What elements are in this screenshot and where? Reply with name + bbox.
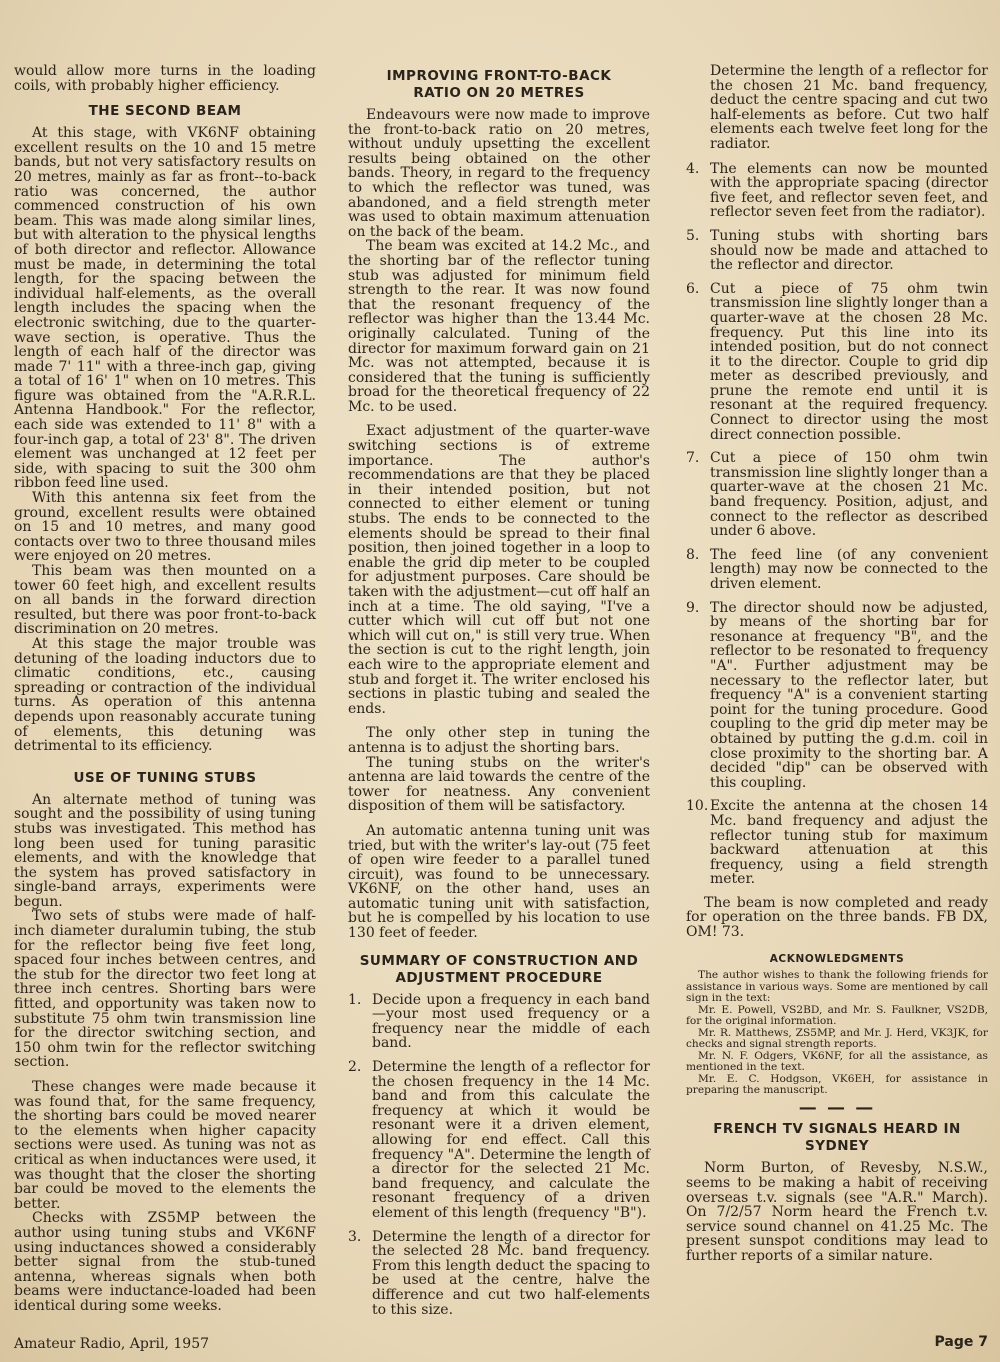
paragraph: An automatic antenna tuning unit was tried, but with the writer's lay-out (75 feet of open wire feeder to a parallel tuned circuit), was found to be unnecessary. VK6NF, on the other hand, uses an automatic tuning unit with satisfaction, but he is compelled by his location to use 130 feet of feeder. [348,822,650,942]
ack-line: Mr. E. C. Hodgson, VK6EH, for assistance in preparing the manuscript. [686,1072,988,1097]
paragraph: At this stage the major trouble was detuning of the loading inductors due to climatic conditions, etc., causing spreading or contraction of the individual turns. As operation of this antenna depends upon reasonably accurate tuning of elements, this detuning was detrimental to its efficiency. [14,635,316,755]
section-divider: — — — [798,1096,876,1118]
paragraph: Checks with ZS5MP between the author using tuning stubs and VK6NF using inductances showed a considerably better signal from the stub-tuned antenna, whereas signals when both beams were inductance-loaded had been identical during some weeks. [14,1210,316,1314]
paragraph: The tuning stubs on the writer's antenna are laid towards the centre of the tower for neatness. Any convenient disposition of them will be satisfactory. [348,754,650,815]
list-item: 7. Cut a piece of 150 ohm twin transmission line slightly longer than a quarter-wave at the chosen 21 Mc. band frequency. Position, adjust, and connect to the reflector as described under 6 above. [686,450,988,540]
heading-second-beam: THE SECOND BEAM [88,103,242,120]
closing-paragraph: The beam is now completed and ready for operation on the three bands. FB DX, OM! 73. [686,894,988,941]
paragraph: The only other step in tuning the antenna is to adjust the shorting bars. [348,725,650,756]
list-item: 9. The director should now be adjusted, by means of the shorting bar for resonance at frequency "B", and the reflector to be resonated to frequency "A". Further adjustment may be necessary to the reflector later, but frequency "A" is a convenient starting point for the tuning procedure. Good coupling to the grid dip meter may be obtained by putting the g.d.m. coil in close proximity to the shorting bar. A decided "dip" can be observed with this coupling. [686,599,988,791]
paragraph: Endeavours were now made to improve the front-to-back ratio on 20 metres, without unduly upsetting the excellent results being obtained on the other bands. Theory, in regard to the frequency to which the reflector was tuned, was abandoned, and a field strength meter was used to obtain maximum attenuation on the back of the beam. [348,107,650,240]
paragraph: Exact adjustment of the quarter-wave switching sections is of extreme importance. The author's recommendations are that they be placed in their intended position, but not connected to either element or tuning stubs. The ends to be connected to the elements should be spread to their final position, then joined together in a loop to enable the grid dip meter to be coupled for adjustment purposes. Care should be taken with the adjustment—cut off half an inch at a time. The old saying, "I've a cutter which will cut off but not one which will cut on," is still very true. When the section is cut to the right length, join each wire to the appropriate element and stub and forget it. The writer enclosed his sections in plastic tubing and sealed the ends. [348,423,650,717]
column-3 [686,64,988,1264]
list-item: 1. Decide upon a frequency in each band—your most used frequency or a frequency near the middle of each band. [348,991,650,1052]
paragraph: At this stage, with VK6NF obtaining excellent results on the 10 and 15 metre bands, but not very satisfactory results on 20 metres, mainly as far as front--to-back ratio was concerned, the author commenced construction of his own beam. This was made along similar lines, but with alteration to the physical lengths of both director and reflector. Allowance must be made, in determining the total length, for the spacing between the individual half-elements, as the overall length includes the spacing when the electronic switching, due to the quarter-wave section, is operative. Thus the length of each half of the director was made 7' 11" with a three-inch gap, giving a total of 16' 1" when on 10 metres. This figure was obtained from the "A.R.R.L. Antenna Handbook." For the reflector, each side was extended to 11' 8" with a four-inch gap, a total of 23' 8". The driven element was unchanged at 12 feet per side, with spacing to suit the 300 ohm ribbon feed line used. [14,125,316,492]
page-number: Page 7 [934,1334,988,1350]
list-item: 6. Cut a piece of 75 ohm twin transmission line slightly longer than a quarter-wave at the chosen 28 Mc. frequency. Put this line into its intended position, but do not connect it to the director. Couple to grid dip meter as described previously, and prune the remote end until it is resonant at the required frequency. Connect to director using the most direct connection possible. [686,280,988,443]
paragraph: Two sets of stubs were made of half-inch diameter duralumin tubing, the stub for the reflector being five feet long, spaced four inches between centres, and the stub for the director two feet long at three inch centres. Shorting bars were fitted, and opportunity was taken now to substitute 75 ohm twin transmission line for the director switching section, and 150 ohm twin for the reflector switching section. [14,908,316,1071]
list-item: 2. Determine the length of a reflector for the chosen frequency in the 14 Mc. band and from this calculate the frequency at which it would be resonant were it a driven element, allowing for end effect. Call this frequency "A". Determine the length of a director for the selected 21 Mc. band frequency, and calculate the resonant frequency of a driven element of this length (frequency "B"). [348,1059,650,1221]
heading-french-tv: FRENCH TV SIGNALS HEARD IN SYDNEY [713,1121,961,1155]
ack-line: Mr. R. Matthews, ZS5MP, and Mr. J. Herd, VK3JK, for checks and signal strength reports. [686,1026,988,1051]
paragraph: This beam was then mounted on a tower 60 feet high, and excellent results on all bands in the forward direction resulted, but there was poor front-to-back discrimination on 20 metres. [14,563,316,638]
footer-publication: Amateur Radio, April, 1957 [14,1336,210,1352]
continued-step-3: Determine the length of a reflector for the chosen 21 Mc. band frequency, deduct the centre spacing and cut two half-elements as before. Cut two half elements each twelve feet long for the radiator. [710,63,988,152]
heading-summary: SUMMARY OF CONSTRUCTION AND ADJUSTMENT PROCEDURE [359,952,639,986]
ack-line: Mr. E. Powell, VS2BD, and Mr. S. Faulkner, VS2DB, for the original information. [686,1003,988,1028]
paragraph: These changes were made because it was found that, for the same frequency, the shorting bars could be moved nearer to the elements when higher capacity sections were used. As tuning was not as critical as when inductances were used, it was thought that the closer the shorting bar could be moved to the elements the better. [14,1079,316,1212]
column-2 [348,64,650,1326]
paragraph: The beam was excited at 14.2 Mc., and the shorting bar of the reflector tuning stub was adjusted for minimum field strength to the rear. It was now found that the resonant frequency of the reflector was higher than the 13.44 Mc. originally calculated. Tuning of the director for maximum forward gain on 21 Mc. was not attempted, because it is considered that the tuning is sufficiently broad for the theoretical frequency of 22 Mc. to be used. [348,238,650,415]
list-item: 4. The elements can now be mounted with the appropriate spacing (director five feet, and reflector seven feet, and reflector seven feet from the radiator). [686,160,988,221]
list-item: 10. Excite the antenna at the chosen 14 Mc. band frequency and adjust the reflector tuning stub for maximum backward attenuation at this frequency, using a field strength meter. [686,798,988,888]
acknowledgments-heading: ACKNOWLEDGMENTS [769,952,905,965]
heading-tuning-stubs: USE OF TUNING STUBS [73,769,257,786]
column-1 [14,64,316,1314]
list-item: 8. The feed line (of any convenient length) may now be connected to the driven element. [686,546,988,592]
procedure-list-part1 [348,993,650,1317]
paragraph: An alternate method of tuning was sought and the possibility of using tuning stubs was investigated. This method has long been used for tuning parasitic elements, and with the knowledge that the system has proved satisfactory in single-band arrays, experiments were begun. [14,791,316,910]
heading-front-to-back: IMPROVING FRONT-TO-BACK RATIO ON 20 METRES [386,68,612,101]
list-item: 3. Determine the length of a director for the selected 28 Mc. band frequency. From this length deduct the spacing to be used at the centre, halve the difference and cut two half-elements to this size. [348,1228,650,1318]
ack-line: The author wishes to thank the following friends for assistance in various ways. Some are mentioned by call sign in the text: [686,969,988,1005]
procedure-list-part2 [686,162,988,887]
paragraph: With this antenna six feet from the ground, excellent results were obtained on 15 and 10 metres, and many good contacts over two to three thousand miles were enjoyed on 20 metres. [14,490,316,565]
paragraph: Norm Burton, of Revesby, N.S.W., seems to be making a habit of receiving overseas t.v. signals (see "A.R." March). On 7/2/57 Norm heard the French t.v. service sound channel on 41.25 Mc. The present sunspot conditions may lead to further reports of a similar nature. [686,1160,988,1264]
intro-paragraph: would allow more turns in the loading coils, with probably higher efficiency. [14,63,316,94]
acknowledgments [686,970,988,1097]
ack-line: Mr. N. F. Odgers, VK6NF, for all the assistance, as mentioned in the text. [686,1049,988,1074]
list-item: 5. Tuning stubs with shorting bars should now be made and attached to the reflector and director. [686,227,988,274]
